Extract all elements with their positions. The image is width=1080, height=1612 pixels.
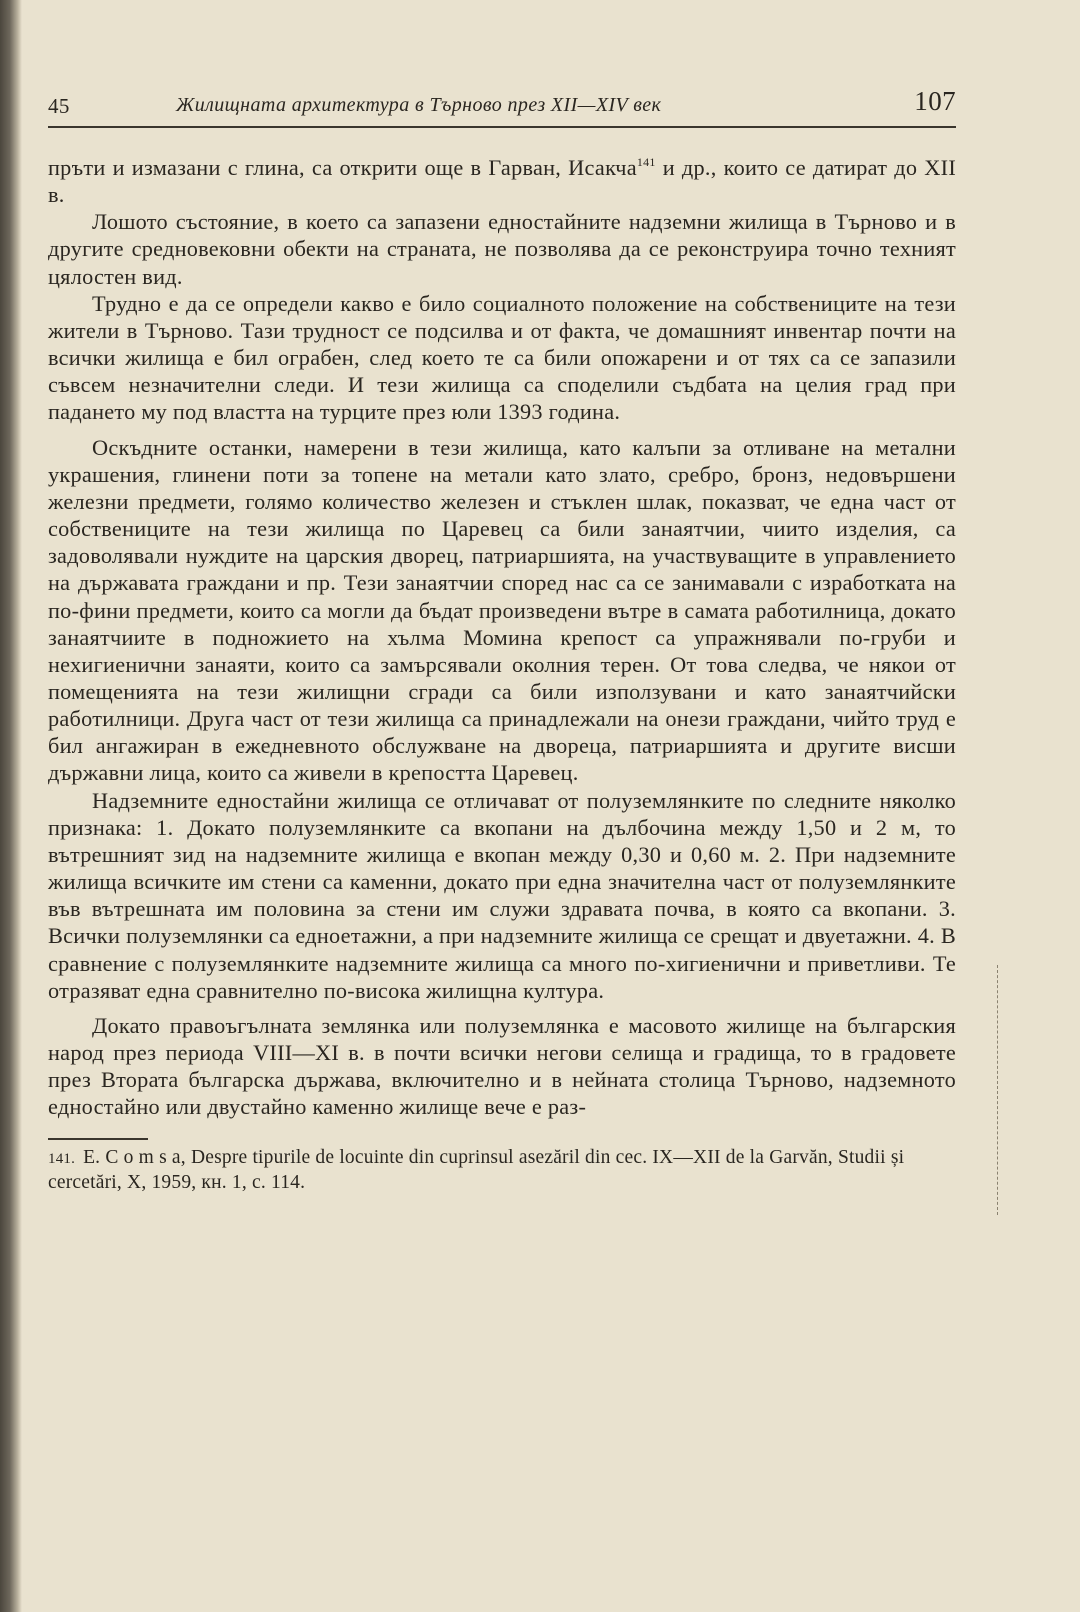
body-text bbox=[48, 154, 956, 1120]
section-number: 45 bbox=[48, 94, 70, 118]
footnote-ref: 141 bbox=[636, 155, 656, 169]
footnote-141 bbox=[48, 1146, 956, 1195]
footnote-rule bbox=[48, 1138, 148, 1140]
book-page bbox=[48, 86, 956, 1195]
paragraph-1-text: пръти и измазани с глина, са открити още в Гарван, Исакча bbox=[48, 155, 637, 180]
page-number: 107 bbox=[914, 86, 956, 116]
paragraph-1-text-after: и др., които се датират до XII в. bbox=[48, 155, 956, 208]
margin-pencil-mark bbox=[995, 965, 998, 1215]
header-rule bbox=[48, 126, 956, 128]
paragraph-5: Надземните едностайни жилища се отличават от полуземлянките по следните няколко признака: 1. Докато полуземлянките са вкопани на дълбочина между 1,50 и 2 м, то вътрешният зид на надземните жилища е вкопан между 0,30 и 0,60 м. 2. При надземните жилища всичките им стени са каменни, докато при една значителна част от полуземлянките във вътрешната им половина за стени им служи здравата почва, в която са вкопани. 3. Всички полуземлянки са едноетажни, а при надземните жилища се срещат и двуетажни. 4. В сравнение с полуземлянките надземните жилища са много по-хигиенични и приветливи. Те отразяват една сравнително по-висока жилищна култура. bbox=[48, 787, 956, 1003]
footnotes bbox=[48, 1138, 956, 1195]
paragraph-3: Трудно е да се определи какво е било социалното положение на собствениците на тези жители в Търново. Тази трудност се подсилва и от факта, че домашният инвентар почти на всички жилища е бил ограбен, след което те са били опожарени и от тях са се запазили съвсем незначителни следи. И тези жилища са споделили съдбата на целия град при падането му под властта на турците през юли 1393 година. bbox=[48, 290, 956, 425]
book-spine-shadow bbox=[0, 0, 22, 1612]
running-head bbox=[48, 86, 956, 122]
paragraph-4: Оскъдните останки, намерени в тези жилища, като калъпи за отливане на метални украшения, глинени поти за топене на метали като злато, сребро, бронз, недовършени железни предмети, голямо количество железен и стъклен шлак, показват, че една част от собствениците на тези жилища по Царевец са били занаятчии, чиито изделия, са задоволявали нуждите на царския дворец, патриаршията, на участвуващите в управлението на държавата граждани и пр. Тези занаятчии според нас са се занимавали с изработката на по-фини предмети, които са могли да бъдат произведени вътре в самата работилница, докато занаятчиите в подножието на хълма Момина крепост са упражнявали по-груби и нехигиенични занаяти, които са замърсявали околния терен. От това следва, че някои от помещенията на тези жилищни сгради са били използувани и като занаятчийски работилници. Друга част от тези жилища са принадлежали на онези граждани, чийто труд е бил ангажиран в ежедневното обслужване на двореца, патриаршията и другите висши държавни лица, които са живели в крепостта Царевец. bbox=[48, 434, 956, 786]
footnote-text: E. C o m s a, Despre tipurile de locuinte din cuprinsul asezăril din cec. IX—XII de la Garvăn, Studii și cercetări, X, 1959, кн. 1, с. 114. bbox=[48, 1146, 905, 1193]
paragraph-6: Докато правоъгълната землянка или полуземлянка е масовото жилище на българския народ през периода VIII—XI в. в почти всички негови селища и градища, то в градовете през Втората българска държава, включително и в нейната столица Търново, надземното едностайно или двустайно каменно жилище вече е раз- bbox=[48, 1012, 956, 1120]
paragraph-2: Лошото състояние, в което са запазени едностайните надземни жилища в Търново и в другите средновековни обекти на страната, не позволява да се реконструира точно техният цялостен вид. bbox=[48, 209, 956, 289]
running-title: Жилищната архитектура в Търново през XII—XIV век bbox=[176, 94, 662, 116]
footnote-number: 141. bbox=[48, 1150, 76, 1167]
paragraph-1 bbox=[48, 154, 956, 208]
